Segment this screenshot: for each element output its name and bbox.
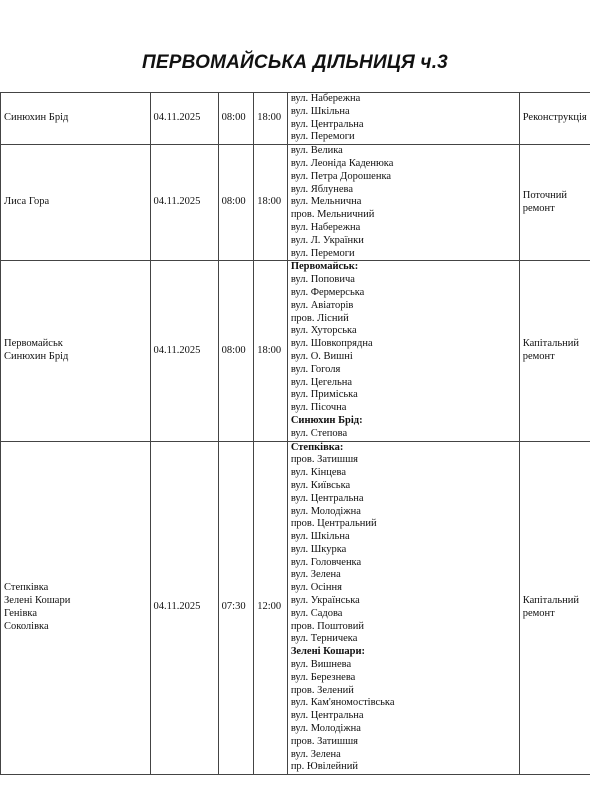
street-item: вул. Велика xyxy=(290,145,343,157)
location-cell xyxy=(1,441,151,775)
location-line: Степківка xyxy=(4,582,49,594)
outage-schedule-table xyxy=(0,92,590,775)
start-time-cell-text: 08:00 xyxy=(221,344,246,356)
street-item: вул. Степова xyxy=(290,427,348,439)
streets-cell xyxy=(287,441,519,775)
street-item: вул. Центральна xyxy=(290,492,364,504)
work-type-cell xyxy=(519,441,590,775)
location-line: Синюхин Брід xyxy=(4,350,69,362)
start-time-cell xyxy=(218,441,254,775)
settlement-heading: Первомайськ: xyxy=(290,261,359,273)
street-item: вул. Кінцева xyxy=(290,467,346,479)
work-type-cell xyxy=(519,261,590,441)
street-item: вул. Березнева xyxy=(290,671,356,683)
date-cell-text: 04.11.2025 xyxy=(153,196,201,208)
date-cell xyxy=(150,261,218,441)
settlement-heading: Зелені Кошари: xyxy=(290,646,365,658)
work-type-cell xyxy=(519,93,590,145)
date-cell xyxy=(150,93,218,145)
location-cell xyxy=(1,93,151,145)
street-item: пров. Центральний xyxy=(290,518,377,530)
work-type-line: ремонт xyxy=(522,202,555,214)
street-item: пр. Ювілейний xyxy=(290,761,358,773)
date-cell-text: 04.11.2025 xyxy=(153,112,201,124)
street-item: вул. Центральна xyxy=(290,710,364,722)
start-time-cell xyxy=(218,145,254,261)
work-type-line: ремонт xyxy=(522,607,555,619)
street-item: вул. Перемоги xyxy=(290,247,355,259)
settlement-heading: Степківка: xyxy=(290,441,344,453)
street-item: вул. Шкільна xyxy=(290,531,350,543)
location-line: Зелені Кошари xyxy=(4,595,71,607)
street-item: вул. О. Вишні xyxy=(290,350,353,362)
work-type-line: ремонт xyxy=(522,350,555,362)
table-row xyxy=(1,261,590,441)
start-time-cell xyxy=(218,93,254,145)
street-item: вул. Київська xyxy=(290,479,351,491)
street-item: вул. Хуторська xyxy=(290,325,357,337)
street-item: вул. Терничека xyxy=(290,633,358,645)
street-item: вул. Леоніда Каденюка xyxy=(290,157,394,169)
date-cell xyxy=(150,441,218,775)
end-time-cell-text: 12:00 xyxy=(257,601,282,613)
date-cell-text: 04.11.2025 xyxy=(153,601,201,613)
street-item: вул. Молодіжна xyxy=(290,505,361,517)
street-item: вул. Гоголя xyxy=(290,363,341,375)
street-item: пров. Поштовий xyxy=(290,620,364,632)
work-type-line: Реконструкція xyxy=(522,112,587,124)
street-item: вул. Набережна xyxy=(290,221,361,233)
street-item: пров. Лісний xyxy=(290,312,349,324)
street-item: вул. Шкільна xyxy=(290,105,350,117)
table-row xyxy=(1,145,590,261)
street-item: вул. Мельнична xyxy=(290,196,362,208)
start-time-cell-text: 08:00 xyxy=(221,112,246,124)
street-item: вул. Центральна xyxy=(290,118,364,130)
date-cell xyxy=(150,145,218,261)
street-item: вул. Поповича xyxy=(290,274,355,286)
date-cell-text: 04.11.2025 xyxy=(153,344,201,356)
street-item: вул. Українська xyxy=(290,595,360,607)
end-time-cell-text: 18:00 xyxy=(257,344,282,356)
end-time-cell-text: 18:00 xyxy=(257,112,282,124)
street-item: вул. Осіння xyxy=(290,582,342,594)
street-item: пров. Зелений xyxy=(290,684,354,696)
streets-cell xyxy=(287,261,519,441)
street-item: вул. Молодіжна xyxy=(290,723,361,735)
end-time-cell xyxy=(254,145,288,261)
end-time-cell xyxy=(254,93,288,145)
street-item: вул. Л. Українки xyxy=(290,234,364,246)
end-time-cell xyxy=(254,261,288,441)
street-item: вул. Зелена xyxy=(290,569,341,581)
street-item: вул. Шовкопрядна xyxy=(290,338,373,350)
location-line: Генівка xyxy=(4,607,38,619)
end-time-cell-text: 18:00 xyxy=(257,196,282,208)
street-item: вул. Приміська xyxy=(290,389,358,401)
start-time-cell-text: 08:00 xyxy=(221,196,246,208)
location-line: Синюхин Брід xyxy=(4,112,69,124)
work-type-line: Капітальний xyxy=(522,595,580,607)
location-line: Соколівка xyxy=(4,620,49,632)
street-item: пров. Мельничний xyxy=(290,209,375,221)
street-item: вул. Головченка xyxy=(290,556,362,568)
location-line: Лиса Гора xyxy=(4,196,50,208)
streets-cell xyxy=(287,93,519,145)
table-row xyxy=(1,93,590,145)
end-time-cell xyxy=(254,441,288,775)
location-cell xyxy=(1,145,151,261)
start-time-cell-text: 07:30 xyxy=(221,601,246,613)
street-item: вул. Вишнева xyxy=(290,659,352,671)
work-type-line: Поточний xyxy=(522,189,567,201)
streets-cell xyxy=(287,145,519,261)
street-item: вул. Набережна xyxy=(290,93,361,104)
street-item: вул. Цегельна xyxy=(290,376,353,388)
street-item: вул. Зелена xyxy=(290,748,341,760)
page-title: ПЕРВОМАЙСЬКА ДІЛЬНИЦЯ ч.3 xyxy=(142,52,448,73)
table-row xyxy=(1,441,590,775)
location-line: Первомайськ xyxy=(4,338,63,350)
street-item: пров. Затишшя xyxy=(290,454,358,466)
street-item: вул. Авіаторів xyxy=(290,299,354,311)
street-item: вул. Перемоги xyxy=(290,131,355,143)
settlement-heading: Синюхин Брід: xyxy=(290,414,363,426)
start-time-cell xyxy=(218,261,254,441)
street-item: вул. Шкурка xyxy=(290,543,347,555)
street-item: вул. Фермерська xyxy=(290,286,365,298)
street-item: вул. Кам'яномостівська xyxy=(290,697,395,709)
street-item: вул. Пісочна xyxy=(290,402,347,414)
street-item: вул. Садова xyxy=(290,607,343,619)
street-item: вул. Яблунева xyxy=(290,183,354,195)
work-type-line: Капітальний xyxy=(522,338,580,350)
work-type-cell xyxy=(519,145,590,261)
street-item: вул. Петра Дорошенка xyxy=(290,170,392,182)
location-cell xyxy=(1,261,151,441)
street-item: пров. Затишшя xyxy=(290,735,358,747)
